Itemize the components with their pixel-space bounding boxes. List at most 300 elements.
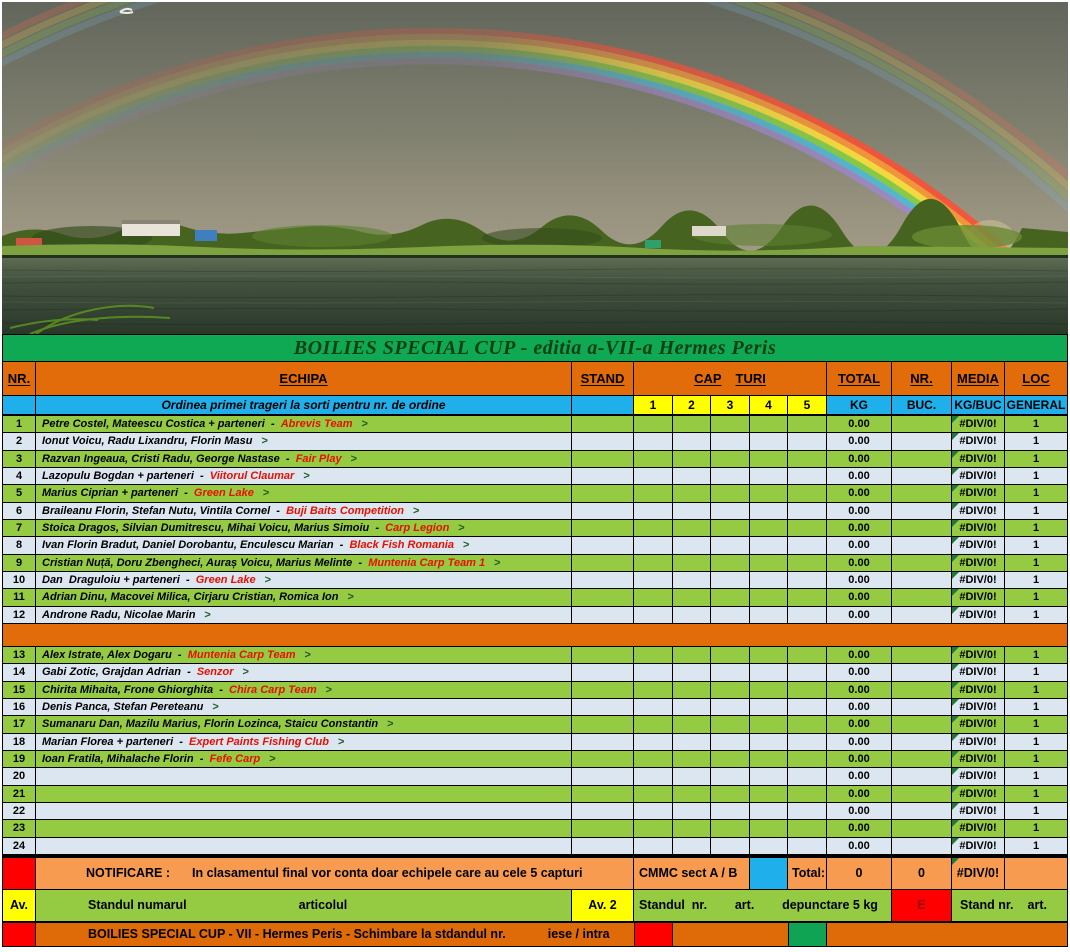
loc-cell[interactable]: 1 xyxy=(1005,682,1068,698)
cap-cell-3[interactable] xyxy=(711,768,750,784)
cap-cell-1[interactable] xyxy=(634,503,673,519)
stand-cell[interactable] xyxy=(572,555,634,571)
cap-cell-2[interactable] xyxy=(673,803,711,819)
total-kg-cell[interactable]: 0.00 xyxy=(827,716,892,732)
cap-cell-4[interactable] xyxy=(750,503,788,519)
cap-cell-4[interactable] xyxy=(750,572,788,588)
cap-cell-2[interactable] xyxy=(673,716,711,732)
cap-cell-5[interactable] xyxy=(788,734,827,750)
media-cell[interactable]: #DIV/0! xyxy=(952,786,1005,802)
cap-cell-3[interactable] xyxy=(711,838,750,854)
cap-cell-1[interactable] xyxy=(634,751,673,767)
cap-cell-4[interactable] xyxy=(750,451,788,467)
cap-cell-4[interactable] xyxy=(750,664,788,680)
total-kg-cell[interactable]: 0.00 xyxy=(827,664,892,680)
cap-cell-3[interactable] xyxy=(711,485,750,501)
cap-cell-3[interactable] xyxy=(711,468,750,484)
row-number-cell[interactable]: 18 xyxy=(2,734,36,750)
cap-cell-5[interactable] xyxy=(788,751,827,767)
media-cell[interactable]: #DIV/0! xyxy=(952,607,1005,623)
loc-cell[interactable]: 1 xyxy=(1005,699,1068,715)
total-kg-cell[interactable]: 0.00 xyxy=(827,607,892,623)
footer-message[interactable]: BOILIES SPECIAL CUP - VII - Hermes Peris - Schimbare la stdandul nr. iese / intra xyxy=(36,923,634,947)
cap-cell-4[interactable] xyxy=(750,682,788,698)
draw-col-5[interactable]: 5 xyxy=(788,396,827,414)
cap-cell-3[interactable] xyxy=(711,433,750,449)
total-buc-sum-cell[interactable]: 0 xyxy=(892,858,952,890)
total-kg-cell[interactable]: 0.00 xyxy=(827,734,892,750)
loc-cell[interactable]: 1 xyxy=(1005,647,1068,663)
cap-cell-1[interactable] xyxy=(634,803,673,819)
total-kg-cell[interactable]: 0.00 xyxy=(827,520,892,536)
echipa-cell[interactable] xyxy=(36,555,572,571)
cap-cell-5[interactable] xyxy=(788,803,827,819)
cap-cell-5[interactable] xyxy=(788,768,827,784)
nr-buc-cell[interactable] xyxy=(892,803,952,819)
echipa-cell[interactable] xyxy=(36,734,572,750)
nr-buc-cell[interactable] xyxy=(892,416,952,432)
cap-cell-3[interactable] xyxy=(711,803,750,819)
total-kg-cell[interactable]: 0.00 xyxy=(827,647,892,663)
echipa-cell[interactable] xyxy=(36,838,572,854)
cap-cell-2[interactable] xyxy=(673,751,711,767)
cap-cell-3[interactable] xyxy=(711,647,750,663)
cap-cell-1[interactable] xyxy=(634,572,673,588)
subheader-stand-cell[interactable] xyxy=(572,396,634,414)
total-kg-cell[interactable]: 0.00 xyxy=(827,820,892,836)
media-cell[interactable]: #DIV/0! xyxy=(952,503,1005,519)
row-number-cell[interactable]: 4 xyxy=(2,468,36,484)
cap-cell-3[interactable] xyxy=(711,451,750,467)
row-number-cell[interactable]: 1 xyxy=(2,416,36,432)
header-echipa[interactable]: ECHIPA xyxy=(36,362,572,395)
echipa-cell[interactable] xyxy=(36,589,572,605)
cap-cell-2[interactable] xyxy=(673,433,711,449)
total-kg-cell[interactable]: 0.00 xyxy=(827,838,892,854)
cap-cell-2[interactable] xyxy=(673,468,711,484)
cap-cell-5[interactable] xyxy=(788,433,827,449)
cap-cell-4[interactable] xyxy=(750,433,788,449)
echipa-cell[interactable] xyxy=(36,682,572,698)
nr-buc-cell[interactable] xyxy=(892,607,952,623)
row-number-cell[interactable]: 20 xyxy=(2,768,36,784)
total-kg-cell[interactable]: 0.00 xyxy=(827,589,892,605)
cap-cell-3[interactable] xyxy=(711,520,750,536)
cap-cell-3[interactable] xyxy=(711,751,750,767)
cap-cell-5[interactable] xyxy=(788,416,827,432)
media-cell[interactable]: #DIV/0! xyxy=(952,803,1005,819)
media-cell[interactable]: #DIV/0! xyxy=(952,433,1005,449)
e-cell[interactable]: E xyxy=(892,890,952,923)
row-number-cell[interactable]: 14 xyxy=(2,664,36,680)
nr-buc-cell[interactable] xyxy=(892,786,952,802)
cap-cell-3[interactable] xyxy=(711,682,750,698)
cap-cell-4[interactable] xyxy=(750,485,788,501)
loc-cell[interactable]: 1 xyxy=(1005,572,1068,588)
av-cell[interactable]: Av. xyxy=(2,890,36,923)
cap-cell-5[interactable] xyxy=(788,716,827,732)
cap-cell-1[interactable] xyxy=(634,699,673,715)
nr-buc-cell[interactable] xyxy=(892,838,952,854)
nr-buc-cell[interactable] xyxy=(892,682,952,698)
stand-cell[interactable] xyxy=(572,520,634,536)
cap-cell-5[interactable] xyxy=(788,485,827,501)
media-cell[interactable]: #DIV/0! xyxy=(952,699,1005,715)
loc-cell[interactable]: 1 xyxy=(1005,607,1068,623)
cap-cell-1[interactable] xyxy=(634,520,673,536)
total-kg-cell[interactable]: 0.00 xyxy=(827,416,892,432)
nr-buc-cell[interactable] xyxy=(892,485,952,501)
cap-cell-5[interactable] xyxy=(788,786,827,802)
media-cell[interactable]: #DIV/0! xyxy=(952,734,1005,750)
total-kg-cell[interactable]: 0.00 xyxy=(827,786,892,802)
media-cell[interactable]: #DIV/0! xyxy=(952,572,1005,588)
media-cell[interactable]: #DIV/0! xyxy=(952,820,1005,836)
cap-cell-1[interactable] xyxy=(634,416,673,432)
cap-cell-1[interactable] xyxy=(634,734,673,750)
cap-cell-1[interactable] xyxy=(634,647,673,663)
stand-cell[interactable] xyxy=(572,699,634,715)
row-number-cell[interactable]: 12 xyxy=(2,607,36,623)
row-number-cell[interactable]: 23 xyxy=(2,820,36,836)
cap-cell-2[interactable] xyxy=(673,537,711,553)
cmmc-cell[interactable]: CMMC sect A / B xyxy=(634,858,750,890)
row-number-cell[interactable]: 24 xyxy=(2,838,36,854)
cap-cell-2[interactable] xyxy=(673,820,711,836)
media-cell[interactable]: #DIV/0! xyxy=(952,555,1005,571)
cap-cell-5[interactable] xyxy=(788,664,827,680)
echipa-cell[interactable] xyxy=(36,433,572,449)
echipa-cell[interactable] xyxy=(36,607,572,623)
total-kg-cell[interactable]: 0.00 xyxy=(827,451,892,467)
stand-cell[interactable] xyxy=(572,786,634,802)
total-label-cell[interactable]: Total: xyxy=(788,858,827,890)
notificare-message[interactable]: NOTIFICARE : In clasamentul final vor conta doar echipele care au cele 5 capturi xyxy=(36,858,634,890)
cap-cell-4[interactable] xyxy=(750,468,788,484)
stand-cell[interactable] xyxy=(572,589,634,605)
cap-cell-1[interactable] xyxy=(634,589,673,605)
media-cell[interactable]: #DIV/0! xyxy=(952,520,1005,536)
nr-buc-cell[interactable] xyxy=(892,664,952,680)
row-number-cell[interactable]: 3 xyxy=(2,451,36,467)
cap-cell-4[interactable] xyxy=(750,520,788,536)
media-cell[interactable]: #DIV/0! xyxy=(952,838,1005,854)
cap-cell-1[interactable] xyxy=(634,433,673,449)
loc-cell[interactable]: 1 xyxy=(1005,485,1068,501)
echipa-cell[interactable] xyxy=(36,699,572,715)
cap-cell-2[interactable] xyxy=(673,416,711,432)
cap-cell-4[interactable] xyxy=(750,537,788,553)
nr-buc-cell[interactable] xyxy=(892,451,952,467)
row-number-cell[interactable]: 10 xyxy=(2,572,36,588)
cap-cell-2[interactable] xyxy=(673,768,711,784)
media-cell[interactable]: #DIV/0! xyxy=(952,485,1005,501)
media-cell[interactable]: #DIV/0! xyxy=(952,468,1005,484)
cap-cell-4[interactable] xyxy=(750,751,788,767)
cap-cell-5[interactable] xyxy=(788,607,827,623)
row-number-cell[interactable]: 21 xyxy=(2,786,36,802)
cap-cell-1[interactable] xyxy=(634,838,673,854)
stand-cell[interactable] xyxy=(572,647,634,663)
cap-cell-1[interactable] xyxy=(634,485,673,501)
notificare-empty-cell[interactable] xyxy=(1005,858,1068,890)
stand-cell[interactable] xyxy=(572,451,634,467)
row-number-cell[interactable]: 6 xyxy=(2,503,36,519)
total-kg-cell[interactable]: 0.00 xyxy=(827,682,892,698)
total-kg-cell[interactable]: 0.00 xyxy=(827,485,892,501)
total-media-cell[interactable]: #DIV/0! xyxy=(952,858,1005,890)
cap-cell-4[interactable] xyxy=(750,416,788,432)
total-kg-cell[interactable]: 0.00 xyxy=(827,768,892,784)
cap-cell-1[interactable] xyxy=(634,716,673,732)
subheader-general[interactable]: GENERAL xyxy=(1005,396,1068,414)
cap-cell-3[interactable] xyxy=(711,537,750,553)
total-kg-cell[interactable]: 0.00 xyxy=(827,751,892,767)
cap-cell-5[interactable] xyxy=(788,451,827,467)
loc-cell[interactable]: 1 xyxy=(1005,751,1068,767)
draw-col-1[interactable]: 1 xyxy=(634,396,673,414)
header-stand[interactable]: STAND xyxy=(572,362,634,395)
cap-cell-3[interactable] xyxy=(711,416,750,432)
av-mid-cell[interactable]: Standul nr. art. depunctare 5 kg xyxy=(634,890,892,923)
stand-cell[interactable] xyxy=(572,664,634,680)
stand-cell[interactable] xyxy=(572,803,634,819)
nr-buc-cell[interactable] xyxy=(892,589,952,605)
nr-buc-cell[interactable] xyxy=(892,820,952,836)
cap-cell-4[interactable] xyxy=(750,716,788,732)
loc-cell[interactable]: 1 xyxy=(1005,555,1068,571)
row-number-cell[interactable]: 15 xyxy=(2,682,36,698)
echipa-cell[interactable] xyxy=(36,572,572,588)
loc-cell[interactable]: 1 xyxy=(1005,520,1068,536)
loc-cell[interactable]: 1 xyxy=(1005,716,1068,732)
cap-cell-3[interactable] xyxy=(711,699,750,715)
loc-cell[interactable]: 1 xyxy=(1005,503,1068,519)
footer-red-cell[interactable] xyxy=(634,923,673,947)
nr-buc-cell[interactable] xyxy=(892,716,952,732)
cap-cell-5[interactable] xyxy=(788,647,827,663)
cap-cell-5[interactable] xyxy=(788,468,827,484)
echipa-cell[interactable] xyxy=(36,803,572,819)
total-kg-sum-cell[interactable]: 0 xyxy=(827,858,892,890)
stand-cell[interactable] xyxy=(572,838,634,854)
draw-col-4[interactable]: 4 xyxy=(750,396,788,414)
row-number-cell[interactable]: 8 xyxy=(2,537,36,553)
cap-cell-1[interactable] xyxy=(634,682,673,698)
nr-buc-cell[interactable] xyxy=(892,647,952,663)
cap-cell-2[interactable] xyxy=(673,589,711,605)
media-cell[interactable]: #DIV/0! xyxy=(952,664,1005,680)
loc-cell[interactable]: 1 xyxy=(1005,589,1068,605)
stand-cell[interactable] xyxy=(572,716,634,732)
stand-cell[interactable] xyxy=(572,572,634,588)
total-kg-cell[interactable]: 0.00 xyxy=(827,503,892,519)
echipa-cell[interactable] xyxy=(36,485,572,501)
draw-col-2[interactable]: 2 xyxy=(673,396,711,414)
nr-buc-cell[interactable] xyxy=(892,734,952,750)
header-total[interactable]: TOTAL xyxy=(827,362,892,395)
loc-cell[interactable]: 1 xyxy=(1005,416,1068,432)
stand-cell[interactable] xyxy=(572,416,634,432)
loc-cell[interactable]: 1 xyxy=(1005,537,1068,553)
cap-cell-3[interactable] xyxy=(711,786,750,802)
cap-cell-4[interactable] xyxy=(750,699,788,715)
row-number-cell[interactable]: 13 xyxy=(2,647,36,663)
stand-cell[interactable] xyxy=(572,607,634,623)
media-cell[interactable]: #DIV/0! xyxy=(952,716,1005,732)
nr-buc-cell[interactable] xyxy=(892,433,952,449)
cap-cell-3[interactable] xyxy=(711,555,750,571)
nr-buc-cell[interactable] xyxy=(892,520,952,536)
cap-cell-4[interactable] xyxy=(750,820,788,836)
cap-cell-4[interactable] xyxy=(750,786,788,802)
loc-cell[interactable]: 1 xyxy=(1005,451,1068,467)
cap-cell-4[interactable] xyxy=(750,589,788,605)
cap-cell-2[interactable] xyxy=(673,485,711,501)
cap-cell-2[interactable] xyxy=(673,664,711,680)
cap-cell-3[interactable] xyxy=(711,503,750,519)
cap-cell-2[interactable] xyxy=(673,786,711,802)
loc-cell[interactable]: 1 xyxy=(1005,803,1068,819)
echipa-cell[interactable] xyxy=(36,786,572,802)
cap-cell-2[interactable] xyxy=(673,682,711,698)
av-right-cell[interactable]: Stand nr. art. xyxy=(952,890,1068,923)
header-media[interactable]: MEDIA xyxy=(952,362,1005,395)
row-number-cell[interactable]: 7 xyxy=(2,520,36,536)
notificare-red-cell[interactable] xyxy=(2,858,36,890)
subheader-buc[interactable]: BUC. xyxy=(892,396,952,414)
cap-cell-4[interactable] xyxy=(750,768,788,784)
cap-cell-2[interactable] xyxy=(673,520,711,536)
cap-cell-5[interactable] xyxy=(788,572,827,588)
cap-cell-3[interactable] xyxy=(711,716,750,732)
echipa-cell[interactable] xyxy=(36,647,572,663)
cap-cell-5[interactable] xyxy=(788,699,827,715)
cap-cell-5[interactable] xyxy=(788,589,827,605)
row-number-cell[interactable]: 2 xyxy=(2,433,36,449)
draw-col-3[interactable]: 3 xyxy=(711,396,750,414)
cap-cell-5[interactable] xyxy=(788,555,827,571)
nr-buc-cell[interactable] xyxy=(892,768,952,784)
cap-cell-2[interactable] xyxy=(673,734,711,750)
loc-cell[interactable]: 1 xyxy=(1005,468,1068,484)
total-kg-cell[interactable]: 0.00 xyxy=(827,555,892,571)
cap-cell-4[interactable] xyxy=(750,734,788,750)
echipa-cell[interactable] xyxy=(36,664,572,680)
media-cell[interactable]: #DIV/0! xyxy=(952,589,1005,605)
stand-cell[interactable] xyxy=(572,503,634,519)
cap-cell-2[interactable] xyxy=(673,607,711,623)
cap-cell-2[interactable] xyxy=(673,555,711,571)
loc-cell[interactable]: 1 xyxy=(1005,734,1068,750)
cap-cell-3[interactable] xyxy=(711,820,750,836)
echipa-cell[interactable] xyxy=(36,451,572,467)
cap-cell-3[interactable] xyxy=(711,607,750,623)
footer-red-corner-cell[interactable] xyxy=(2,923,36,947)
cap-cell-2[interactable] xyxy=(673,699,711,715)
media-cell[interactable]: #DIV/0! xyxy=(952,751,1005,767)
media-cell[interactable]: #DIV/0! xyxy=(952,647,1005,663)
av-left-cell[interactable]: Standul numarul articolul xyxy=(36,890,572,923)
row-number-cell[interactable]: 9 xyxy=(2,555,36,571)
notificare-blue-cell[interactable] xyxy=(750,858,788,890)
cap-cell-4[interactable] xyxy=(750,555,788,571)
nr-buc-cell[interactable] xyxy=(892,468,952,484)
media-cell[interactable]: #DIV/0! xyxy=(952,768,1005,784)
cap-cell-1[interactable] xyxy=(634,537,673,553)
echipa-cell[interactable] xyxy=(36,768,572,784)
stand-cell[interactable] xyxy=(572,820,634,836)
nr-buc-cell[interactable] xyxy=(892,572,952,588)
total-kg-cell[interactable]: 0.00 xyxy=(827,699,892,715)
cap-cell-1[interactable] xyxy=(634,468,673,484)
cap-cell-5[interactable] xyxy=(788,537,827,553)
media-cell[interactable]: #DIV/0! xyxy=(952,537,1005,553)
cap-cell-2[interactable] xyxy=(673,503,711,519)
nr-buc-cell[interactable] xyxy=(892,555,952,571)
stand-cell[interactable] xyxy=(572,734,634,750)
nr-buc-cell[interactable] xyxy=(892,699,952,715)
cap-cell-3[interactable] xyxy=(711,734,750,750)
total-kg-cell[interactable]: 0.00 xyxy=(827,803,892,819)
cap-cell-2[interactable] xyxy=(673,451,711,467)
header-capturi[interactable]: CAP TURI xyxy=(634,362,827,395)
stand-cell[interactable] xyxy=(572,433,634,449)
media-cell[interactable]: #DIV/0! xyxy=(952,451,1005,467)
cap-cell-4[interactable] xyxy=(750,647,788,663)
cap-cell-2[interactable] xyxy=(673,838,711,854)
echipa-cell[interactable] xyxy=(36,416,572,432)
subheader-kg-buc[interactable]: KG/BUC xyxy=(952,396,1005,414)
echipa-cell[interactable] xyxy=(36,503,572,519)
cap-cell-3[interactable] xyxy=(711,664,750,680)
stand-cell[interactable] xyxy=(572,468,634,484)
total-kg-cell[interactable]: 0.00 xyxy=(827,537,892,553)
cap-cell-3[interactable] xyxy=(711,589,750,605)
footer-green-cell[interactable] xyxy=(788,923,827,947)
cap-cell-1[interactable] xyxy=(634,664,673,680)
stand-cell[interactable] xyxy=(572,751,634,767)
subheader-ordinea[interactable]: Ordinea primei trageri la sorti pentru nr. de ordine xyxy=(36,396,572,414)
stand-cell[interactable] xyxy=(572,485,634,501)
row-number-cell[interactable]: 5 xyxy=(2,485,36,501)
echipa-cell[interactable] xyxy=(36,537,572,553)
row-number-cell[interactable]: 22 xyxy=(2,803,36,819)
cap-cell-4[interactable] xyxy=(750,838,788,854)
cap-cell-5[interactable] xyxy=(788,682,827,698)
loc-cell[interactable]: 1 xyxy=(1005,433,1068,449)
cap-cell-2[interactable] xyxy=(673,647,711,663)
cap-cell-5[interactable] xyxy=(788,838,827,854)
nr-buc-cell[interactable] xyxy=(892,537,952,553)
nr-buc-cell[interactable] xyxy=(892,503,952,519)
av2-cell[interactable]: Av. 2 xyxy=(572,890,634,923)
loc-cell[interactable]: 1 xyxy=(1005,838,1068,854)
loc-cell[interactable]: 1 xyxy=(1005,820,1068,836)
total-kg-cell[interactable]: 0.00 xyxy=(827,433,892,449)
cap-cell-1[interactable] xyxy=(634,786,673,802)
echipa-cell[interactable] xyxy=(36,716,572,732)
cap-cell-4[interactable] xyxy=(750,803,788,819)
cap-cell-3[interactable] xyxy=(711,572,750,588)
row-number-cell[interactable]: 17 xyxy=(2,716,36,732)
nr-buc-cell[interactable] xyxy=(892,751,952,767)
subheader-nr-cell[interactable] xyxy=(2,396,36,414)
row-number-cell[interactable]: 11 xyxy=(2,589,36,605)
echipa-cell[interactable] xyxy=(36,520,572,536)
loc-cell[interactable]: 1 xyxy=(1005,768,1068,784)
row-number-cell[interactable]: 19 xyxy=(2,751,36,767)
